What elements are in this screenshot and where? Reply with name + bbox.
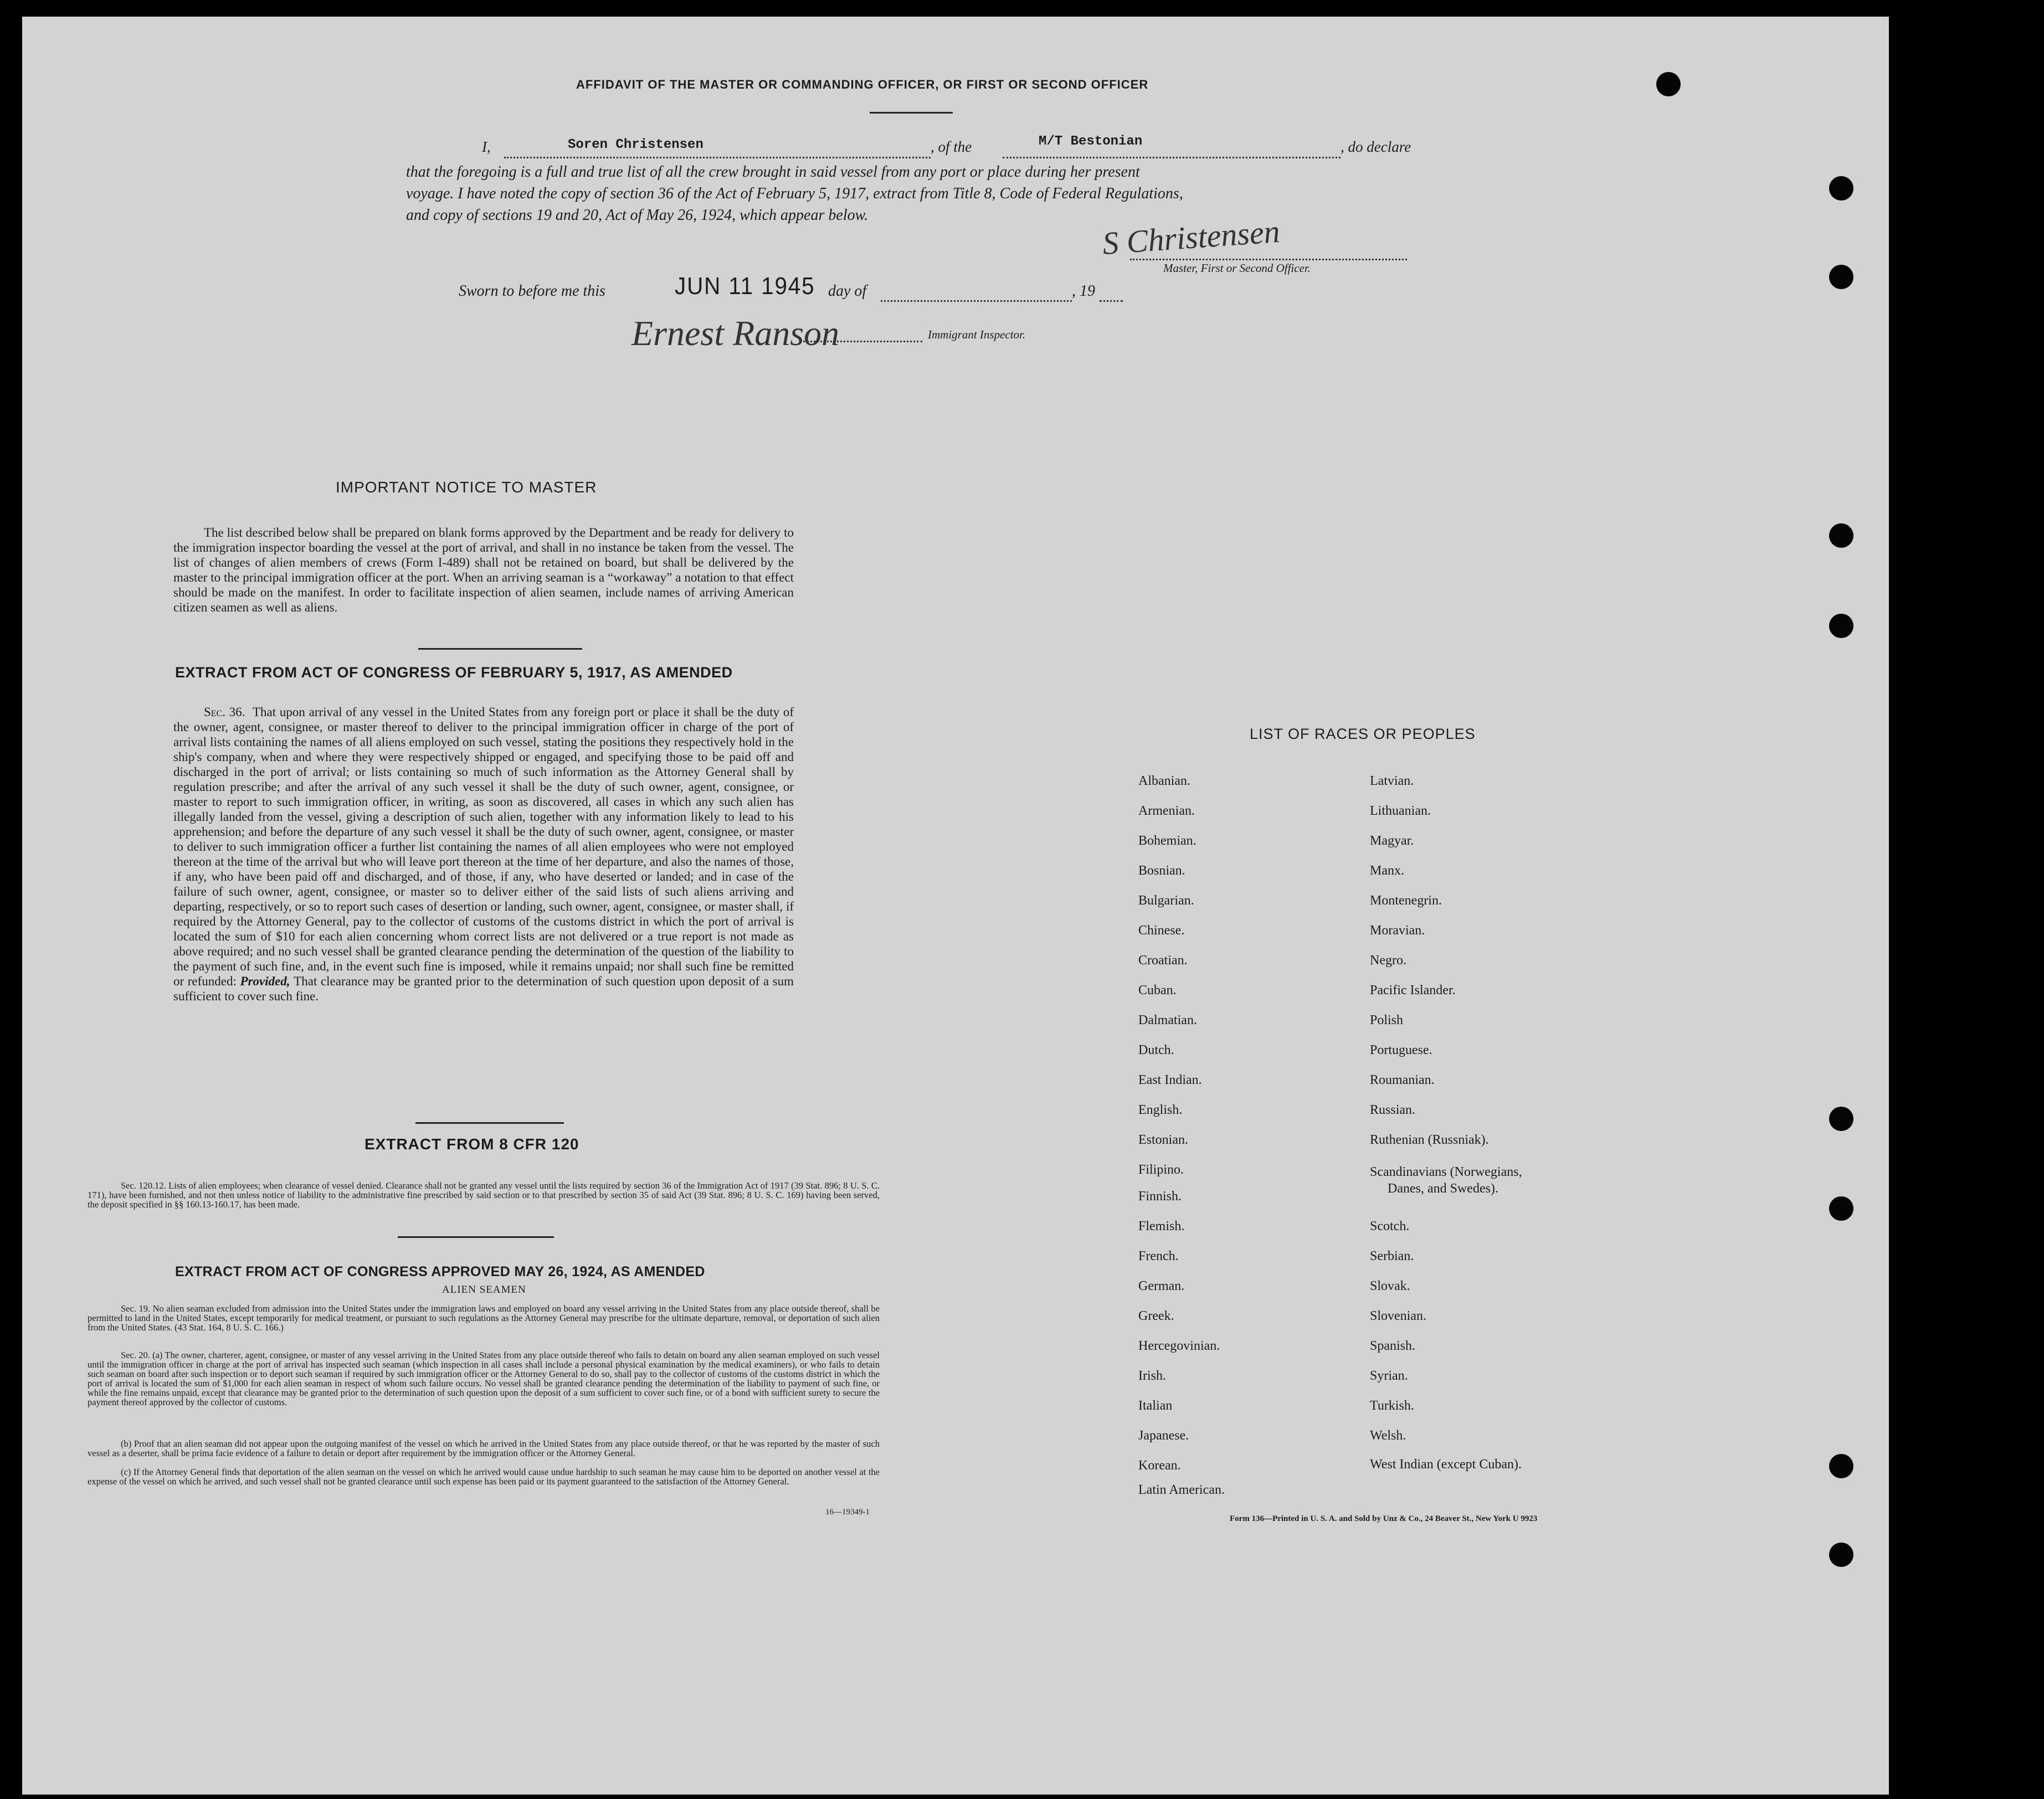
race-right-item: Syrian.: [1370, 1369, 1408, 1383]
day-of-label: day of: [828, 282, 867, 300]
extract-1917-text: [173, 705, 794, 1004]
master-name: Soren Christensen: [568, 137, 703, 152]
race-right-item: Portuguese.: [1370, 1043, 1432, 1057]
form-number: 16—19349-1: [825, 1508, 870, 1517]
race-left-item: Bosnian.: [1138, 863, 1185, 878]
inspector-caption: Immigrant Inspector.: [928, 328, 1026, 341]
race-right-item: Slovenian.: [1370, 1309, 1426, 1323]
race-right-item: Moravian.: [1370, 923, 1425, 938]
sec-19-text: Sec. 19. No alien seaman excluded from admission into the United States under the immigration laws and employed on board any vessel arriving in the United States from any place outside thereof, shall be permitted to land in the United States, except temporarily for medical treatment, or pursuant to such regulations as the Attorney General may prescribe for the ultimate departure, removal, or deportation of such alien from the United States. (43 Stat. 164, 8 U. S. C. 166.): [88, 1303, 880, 1333]
cfr-text: Sec. 120.12. Lists of alien employees; when clearance of vessel denied. Clearance shall not be granted any vessel until the lists required by section 36 of the Immigration Act of 1917 (39 Stat. 896; 8 U. S. C. 171), have been furnished, and not then unless notice of liability to the administrative fine prescribed by said section or to that prescribed by section 35 of said Act (39 Stat. 896; 8 U. S. C. 169) having been served, the deposit specified in §§ 160.13-160.17, has been made.: [88, 1180, 880, 1210]
sec-20a-text: Sec. 20. (a) The owner, charterer, agent, consignee, or master of any vessel arriving in the United States from any place outside thereof who fails to detain on board any alien seaman employed on such vessel until the immigration officer in charge at the port of arrival has inspected such seaman (which inspection in all cases shall include a personal physical examination by the medical examiners), or who fails to detain such seaman on board after such inspection or to deport such seaman if required by such immigration officer or the Attorney General to do so, shall pay to the collector of customs of the customs district in which the port of arrival is located the sum of $1,000 for each alien seaman in respect of whom such failure occurs. No vessel shall be granted clearance pending the determination of the liability to payment of such fine, or while the fine remains unpaid, except that clearance may be granted prior to the determination of such question upon the deposit of a sum sufficient to cover such fine, or of a bond with sufficient surety to secure the payment thereof approved by the collector of customs.: [88, 1350, 880, 1407]
race-left-item: Chinese.: [1138, 923, 1185, 938]
alien-seamen-subtitle: ALIEN SEAMEN: [442, 1284, 526, 1296]
race-left-item: Bulgarian.: [1138, 893, 1194, 908]
punch-hole: [1829, 1107, 1853, 1131]
race-right-item: Pacific Islander.: [1370, 983, 1456, 998]
divider: [398, 1236, 554, 1238]
sec-36-body: That upon arrival of any vessel in the United States from any foreign port or place it shall be the duty of the owner, agent, consignee, or master thereof to deliver to the principal immigration officer in charge of the port of arrival lists containing the names of all aliens employed on such vessel, stating the positions they respectively hold in the ship's company, when and where they were respectively shipped or engaged, and specifying those to be paid off and discharged in the port of arrival; or lists containing so much of such information as the Attorney General shall by regulation prescribe; and after the arrival of any such vessel it shall be the duty of such owner, agent, consignee, or master to report to such immigration officer, in writing, as soon as discovered, all cases in which any such alien has illegally landed from the vessel, giving a description of such alien, together with any information likely to lead to his apprehension; and before the departure of any such vessel it shall be the duty of such owner, agent, consignee, or master to deliver to such immigration officer a further list containing the names of all alien employees who were not employed thereon at the time of the arrival but who will leave port thereon at the time of her departure, and also the names of those, if any, who have been paid off and discharged, and of those, if any, who have deserted or landed; and in case of the failure of such owner, agent, consignee, or master so to deliver either of the said lists of such aliens arriving and departing, respectively, or so to report such cases of desertion or landing, such owner, agent, consignee, or master shall, if required by the Attorney General, pay to the collector of customs of the customs district in which the port of arrival is located the sum of $10 for each alien concerning whom correct lists are not delivered or a true report is not made as above required; and no such vessel shall be granted clearance pending the determination of the question of the liability to the payment of such fine, and, in the event such fine is imposed, while it remains unpaid; nor shall such fine be remitted or refunded:: [173, 705, 794, 988]
year-line: [1100, 300, 1123, 302]
extract-1917-title: EXTRACT FROM ACT OF CONGRESS OF FEBRUARY 5, 1917, AS AMENDED: [175, 664, 733, 681]
master-caption: Master, First or Second Officer.: [1163, 261, 1311, 275]
i-prefix: I,: [482, 138, 491, 155]
race-right-item: Spanish.: [1370, 1339, 1416, 1353]
race-right-item: Montenegrin.: [1370, 893, 1442, 908]
notice-text: The list described below shall be prepared on blank forms approved by the Department and be ready for delivery to the immigration inspector boarding the vessel at the port of arrival, and shall in no instance be taken from the vessel. The list of changes of alien members of crews (Form I-489) shall not be retained on board, but shall be delivered by the master to the principal immigration officer at the port. When an arriving seaman is a “workaway” a notation to that effect should be made on the manifest. In order to facilitate inspection of alien seamen, include names of arriving American citizen seamen as well as aliens.: [173, 526, 794, 614]
race-left-item: Armenian.: [1138, 804, 1195, 818]
race-left-item: Filipino.: [1138, 1163, 1184, 1177]
month-line: [881, 300, 1072, 302]
race-left-item: French.: [1138, 1249, 1179, 1263]
race-left-item: Flemish.: [1138, 1219, 1185, 1233]
race-right-item: Welsh.: [1370, 1428, 1406, 1443]
punch-hole: [1829, 523, 1853, 548]
affidavit-line-4: and copy of sections 19 and 20, Act of May 26, 1924, which appear below.: [406, 207, 869, 224]
race-right-item: Lithuanian.: [1370, 804, 1431, 818]
race-right-item: Negro.: [1370, 953, 1406, 968]
sec-20b-text: (b) Proof that an alien seaman did not appear upon the outgoing manifest of the vessel on which he arrived in the United States from any place outside thereof, or that he was reported by the master of such vessel as a deserter, shall be prima facie evidence of a failure to detain or deport after requirement by the immigration officer or the Attorney General.: [88, 1438, 880, 1458]
printer-line: Form 136—Printed in U. S. A. and Sold by Unz & Co., 24 Beaver St., New York U 9923: [1230, 1514, 1538, 1523]
sworn-date-stamp: JUN 11 1945: [675, 273, 815, 300]
race-right-item: Manx.: [1370, 863, 1404, 878]
race-right-item: Scandinavians (Norwegians,: [1370, 1165, 1522, 1179]
vessel-name-line: [1003, 157, 1341, 158]
race-left-item: Cuban.: [1138, 983, 1177, 998]
race-left-item: Dalmatian.: [1138, 1013, 1197, 1027]
affidavit-line-2: that the foregoing is a full and true list of all the crew brought in said vessel from any port or place during her present: [406, 163, 1140, 181]
title-underline: [870, 112, 953, 114]
race-right-item: Serbian.: [1370, 1249, 1414, 1263]
punch-hole: [1829, 1196, 1853, 1221]
race-right-item: Roumanian.: [1370, 1073, 1435, 1087]
race-right-item: Latvian.: [1370, 774, 1414, 788]
race-right-item: Polish: [1370, 1013, 1404, 1027]
race-left-item: Finnish.: [1138, 1189, 1182, 1204]
provided-body: That clearance may be granted prior to the determination of such question upon deposit of a sum sufficient to cover such fine.: [173, 974, 794, 1003]
race-left-item: East Indian.: [1138, 1073, 1202, 1087]
race-left-item: Estonian.: [1138, 1133, 1188, 1147]
race-right-item: Slovak.: [1370, 1279, 1410, 1293]
master-signature-line: [1130, 259, 1407, 260]
race-left-item: Albanian.: [1138, 774, 1190, 788]
race-left-item: English.: [1138, 1103, 1183, 1117]
punch-hole: [1829, 1454, 1853, 1478]
race-left-item: Korean.: [1138, 1458, 1181, 1473]
divider: [418, 648, 582, 650]
master-signature: S Christensen: [1101, 213, 1281, 262]
race-left-item: Latin American.: [1138, 1483, 1225, 1497]
race-right-item: Scotch.: [1370, 1219, 1410, 1233]
inspector-signature-line: [803, 341, 922, 342]
race-right-item: Turkish.: [1370, 1399, 1414, 1413]
race-right-item: Magyar.: [1370, 834, 1414, 848]
race-left-item: Japanese.: [1138, 1428, 1189, 1443]
punch-hole: [1829, 176, 1853, 201]
master-name-line: [504, 157, 931, 158]
punch-hole: [1829, 614, 1853, 638]
race-left-item: Hercegovinian.: [1138, 1339, 1220, 1353]
race-right-item: West Indian (except Cuban).: [1370, 1457, 1522, 1472]
race-left-item: Bohemian.: [1138, 834, 1196, 848]
affidavit-line-3: voyage. I have noted the copy of section 36 of the Act of February 5, 1917, extract from Title 8, Code of Federal Regulations,: [406, 185, 1183, 202]
race-left-item: Croatian.: [1138, 953, 1188, 968]
cfr-title: EXTRACT FROM 8 CFR 120: [364, 1135, 579, 1153]
notice-title: IMPORTANT NOTICE TO MASTER: [336, 479, 597, 496]
of-the-label: , of the: [931, 138, 972, 155]
punch-hole: [1829, 265, 1853, 289]
sec-20c-text: (c) If the Attorney General finds that deportation of the alien seaman on the vessel on which he arrived would cause undue hardship to such seaman he may cause him to be deported on another vessel at the expense of the vessel on which he arrived, and such vessel shall not be granted clearance until such expense has been paid or its payment guaranteed to the satisfaction of the Attorney General.: [88, 1467, 880, 1487]
do-declare-label: , do declare: [1341, 138, 1411, 155]
vessel-name: M/T Bestonian: [1039, 134, 1143, 149]
race-right-item: Danes, and Swedes).: [1388, 1181, 1498, 1196]
races-title: LIST OF RACES OR PEOPLES: [1250, 726, 1476, 742]
divider: [415, 1122, 564, 1124]
inspector-signature: Ernest Ranson: [631, 313, 840, 353]
race-left-item: Greek.: [1138, 1309, 1174, 1323]
race-left-item: German.: [1138, 1279, 1185, 1293]
race-left-item: Irish.: [1138, 1369, 1166, 1383]
affidavit-title: AFFIDAVIT OF THE MASTER OR COMMANDING OFFICER, OR FIRST OR SECOND OFFICER: [576, 78, 1149, 91]
extract-1924-title: EXTRACT FROM ACT OF CONGRESS APPROVED MAY 26, 1924, AS AMENDED: [175, 1264, 705, 1279]
race-right-item: Russian.: [1370, 1103, 1416, 1117]
year-prefix: , 19: [1072, 282, 1095, 300]
provided-label: Provided,: [240, 974, 290, 988]
sworn-prefix: Sworn to before me this: [459, 282, 605, 300]
race-left-item: Italian: [1138, 1399, 1173, 1413]
race-left-item: Dutch.: [1138, 1043, 1174, 1057]
sec-36-label: Sec. 36.: [204, 705, 245, 719]
punch-hole: [1656, 72, 1681, 96]
race-right-item: Ruthenian (Russniak).: [1370, 1133, 1489, 1147]
punch-hole: [1829, 1543, 1853, 1567]
